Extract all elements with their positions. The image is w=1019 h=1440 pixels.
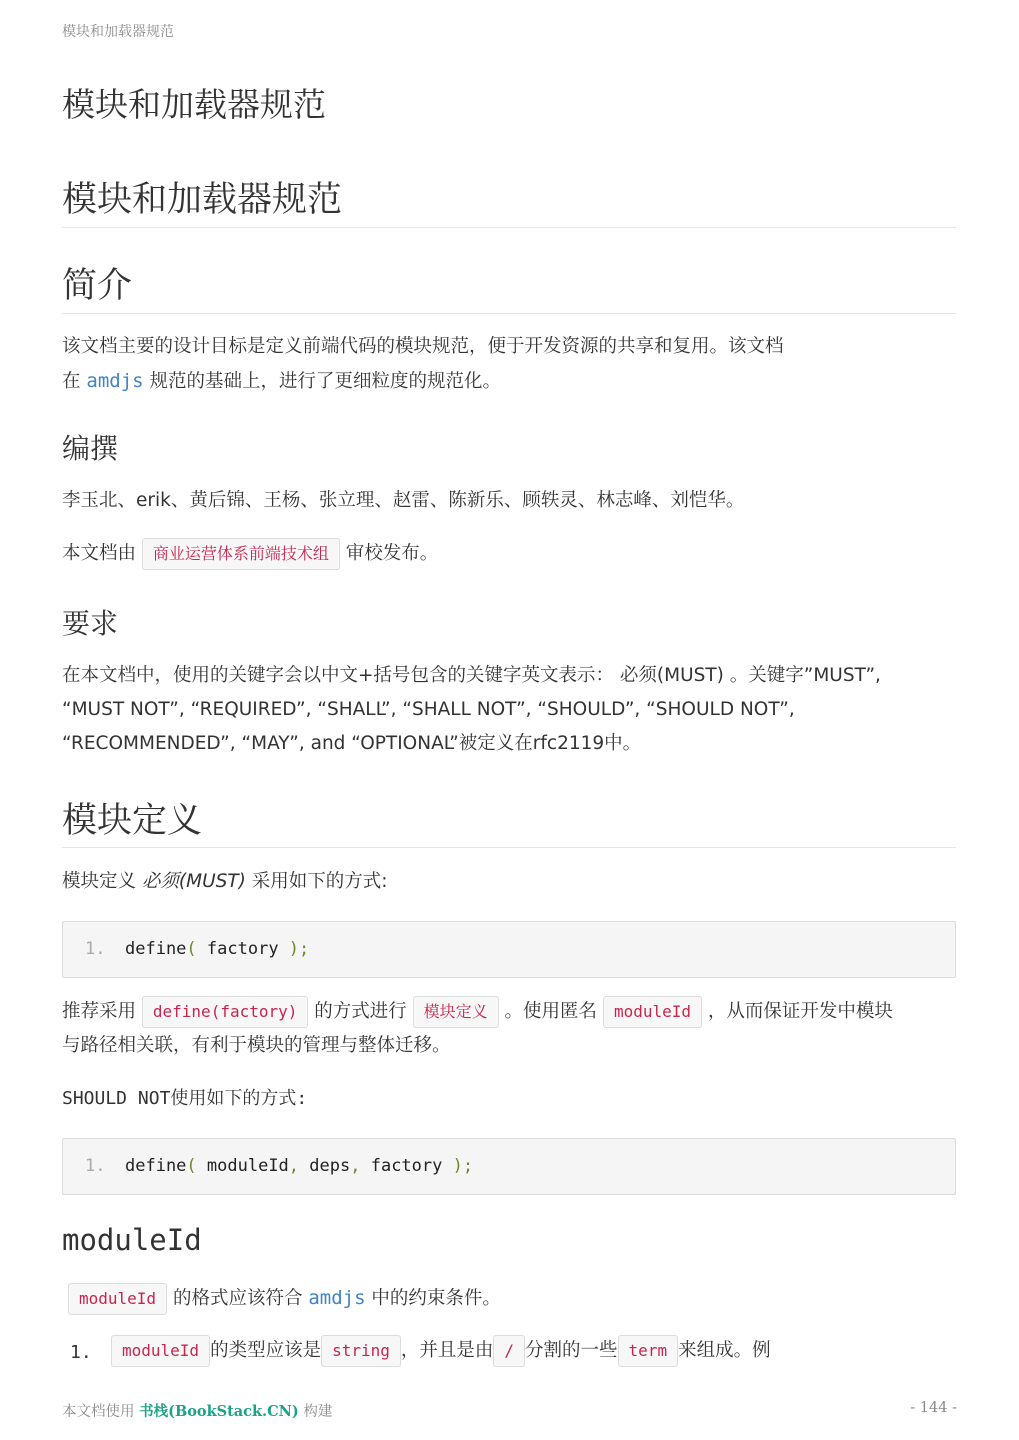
moduleid-line-post: 中的约束条件。 xyxy=(365,1288,501,1309)
code-arg: factory xyxy=(196,939,289,959)
code-line xyxy=(125,922,309,977)
code-comma: , xyxy=(288,1156,300,1176)
item-text3: 分割的一些 xyxy=(525,1340,618,1361)
requirements-paragraph xyxy=(62,659,962,761)
code-block-define-moduleid xyxy=(62,1138,956,1195)
recommendation-paragraph xyxy=(62,995,962,1063)
module-definition-intro xyxy=(62,865,962,899)
code-paren-open: ( xyxy=(186,939,197,959)
review-post: 审校发布。 xyxy=(339,543,439,564)
rec-pre: 推荐采用 xyxy=(62,1001,142,1022)
moduleid-code: moduleId xyxy=(68,1283,167,1315)
code-paren-open: ( xyxy=(186,1156,197,1176)
moduleid-line-mid: 的格式应该符合 xyxy=(167,1288,309,1309)
authors-heading: 编撰 xyxy=(62,432,119,465)
code-line xyxy=(125,1139,473,1194)
requirements-line3: “RECOMMENDED”, “MAY”, and “OPTIONAL”被定义在rfc2119中。 xyxy=(62,733,642,754)
item-text4: 来组成。例 xyxy=(678,1340,771,1361)
intro-heading: 简介 xyxy=(62,266,133,306)
amdjs-link[interactable]: amdjs xyxy=(86,370,144,392)
requirements-line1: 在本文档中，使用的关键字会以中文+括号包含的关键字英文表示： 必须(MUST) 。关键字”MUST”, xyxy=(62,665,881,686)
code-arg-moduleid: moduleId xyxy=(196,1156,289,1176)
main-heading: 模块和加载器规范 xyxy=(62,180,343,220)
review-paragraph xyxy=(62,537,962,571)
heading-divider xyxy=(62,313,956,314)
rec-post: ，从而保证开发中模块 xyxy=(702,1001,893,1022)
rec-mid2: 。使用匿名 xyxy=(498,1001,603,1022)
module-definition-code: 模块定义 xyxy=(413,996,499,1028)
review-group-code: 商业运营体系前端技术组 xyxy=(142,538,340,570)
amdjs-link[interactable]: amdjs xyxy=(308,1287,366,1309)
rec-line2: 与路径相关联，有利于模块的管理与整体迁移。 xyxy=(62,1035,451,1056)
running-header: 模块和加载器规范 xyxy=(62,24,174,40)
must-emphasis: 必须(MUST) xyxy=(141,871,246,892)
document-title: 模块和加载器规范 xyxy=(62,85,326,124)
intro-paragraph xyxy=(62,330,962,399)
footer-credit xyxy=(62,1400,332,1421)
list-item-number: 1. xyxy=(70,1342,92,1363)
code-paren-close: ); xyxy=(288,939,310,959)
code-comma: , xyxy=(350,1156,361,1176)
moduleid-constraint-paragraph xyxy=(68,1281,968,1316)
code-fn: define xyxy=(125,939,187,959)
module-def-intro-pre: 模块定义 xyxy=(62,871,142,892)
item-text1: 的类型应该是 xyxy=(210,1340,322,1361)
footer-post: 构建 xyxy=(298,1404,333,1420)
code-arg-factory: factory xyxy=(360,1156,453,1176)
review-pre: 本文档由 xyxy=(62,543,142,564)
code-block-define-factory xyxy=(62,921,956,978)
requirements-line2: “MUST NOT”, “REQUIRED”, “SHALL”, “SHALL NOT”, “SHOULD”, “SHOULD NOT”, xyxy=(62,699,795,720)
list-item xyxy=(111,1334,971,1368)
module-def-intro-post: 采用如下的方式: xyxy=(245,871,388,892)
code-arg-deps: deps xyxy=(299,1156,351,1176)
term-code: term xyxy=(618,1335,679,1367)
intro-line1: 该文档主要的设计目标是定义前端代码的模块规范，便于开发资源的共享和复用。该文档 xyxy=(62,336,784,357)
slash-code: / xyxy=(493,1335,525,1367)
bookstack-link[interactable]: 书栈(BookStack.CN) xyxy=(139,1403,299,1420)
code-fn: define xyxy=(125,1156,187,1176)
heading-divider xyxy=(62,227,956,228)
heading-divider xyxy=(62,847,956,848)
should-not-text: SHOULD NOT使用如下的方式: xyxy=(62,1088,308,1109)
code-line-number: 1. xyxy=(85,939,106,959)
authors-list: 李玉北、erik、黄后锦、王杨、张立理、赵雷、陈新乐、顾轶灵、林志峰、刘恺华。 xyxy=(62,490,745,511)
string-code: string xyxy=(321,1335,401,1367)
item-text2: ，并且是由 xyxy=(400,1340,494,1361)
authors-names xyxy=(62,484,962,518)
code-paren-close: ); xyxy=(452,1156,474,1176)
moduleid-heading: moduleId xyxy=(62,1223,202,1257)
page-number: - 144 - xyxy=(910,1400,957,1416)
module-definition-heading: 模块定义 xyxy=(62,801,203,841)
moduleid-code: moduleId xyxy=(111,1335,210,1367)
requirements-heading: 要求 xyxy=(62,607,119,640)
define-factory-code: define(factory) xyxy=(142,996,309,1028)
moduleid-code: moduleId xyxy=(603,996,702,1028)
code-line-number: 1. xyxy=(85,1156,106,1176)
rec-mid1: 的方式进行 xyxy=(308,1001,413,1022)
footer-pre: 本文档使用 xyxy=(62,1404,140,1420)
should-not-paragraph xyxy=(62,1082,962,1116)
intro-line2-post: 规范的基础上，进行了更细粒度的规范化。 xyxy=(143,371,501,392)
intro-line2-pre: 在 xyxy=(62,371,87,392)
